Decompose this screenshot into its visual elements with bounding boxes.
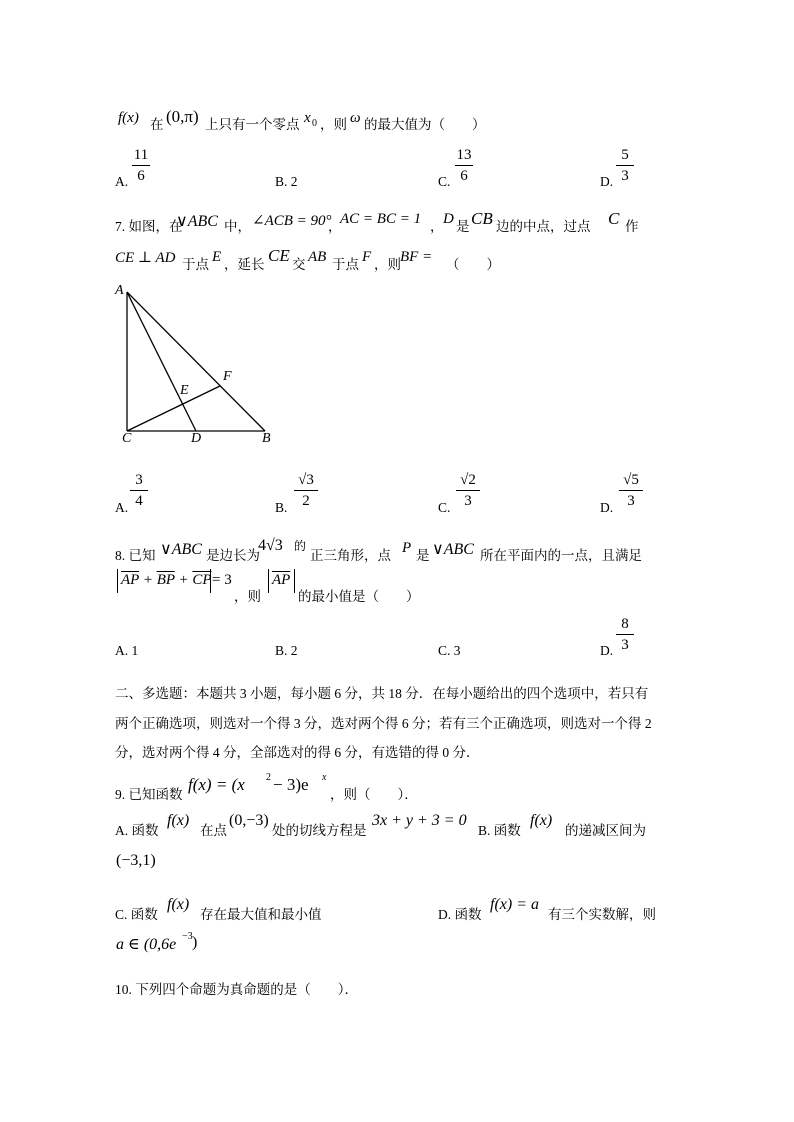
q7-option-c-fraction: √2 3 — [454, 471, 482, 510]
q9-decreasing-interval: (−3,1) — [116, 852, 156, 869]
vector-ap: $\overline{AP}$ — [121, 572, 140, 588]
q6-option-c-label: C. — [438, 174, 451, 189]
q9-range: a ∈ (0,6e — [116, 936, 177, 953]
q6-option-a-fraction: 11 6 — [133, 147, 149, 184]
q9-function: f(x) = (x — [188, 775, 245, 794]
q8-option-d-label: D. — [600, 643, 614, 658]
q7-option-a-label: A. — [115, 500, 129, 515]
q8-triangle: ∨ABC — [160, 541, 202, 558]
q8-side-length: 4√3 — [258, 537, 283, 554]
q8-option-c: C. 3 — [438, 643, 461, 658]
label-a: A — [115, 283, 124, 298]
q9-tangent-equation: 3x + y + 3 = 0 — [372, 812, 467, 829]
q7-triangle: ∨ABC — [176, 213, 218, 230]
q7-triangle-figure — [110, 280, 290, 450]
q6-interval: (0,π) — [166, 107, 199, 126]
q7-option-c-label: C. — [438, 500, 451, 515]
label-f: F — [223, 369, 232, 384]
q6-option-a-label: A. — [115, 174, 129, 189]
q7-option-b-fraction: √3 2 — [292, 471, 320, 510]
q6-option-c-fraction: 13 6 — [456, 147, 472, 184]
q8-option-a: A. 1 — [115, 643, 139, 658]
q6-option-d-fraction: 5 3 — [614, 146, 636, 185]
segment-ad — [127, 292, 196, 431]
vector-bp: $\overline{BP}$ — [156, 572, 175, 588]
q7-perpendicular: CE ⊥ AD — [115, 250, 176, 266]
q6-function: f(x) — [118, 110, 139, 126]
q7-equal-sides: AC = BC = 1 — [340, 211, 422, 227]
q6-option-d-label: D. — [600, 174, 614, 189]
segment-ab — [127, 292, 265, 431]
q6-option-b: B. 2 — [275, 174, 298, 189]
q7-bf: BF = — [400, 249, 433, 265]
label-c: C — [122, 431, 132, 446]
segment-cf — [127, 386, 220, 431]
q9-point: (0,−3) — [229, 812, 269, 829]
label-e: E — [180, 383, 189, 398]
label-d: D — [191, 431, 202, 446]
q7-angle: ∠ACB = 90° — [252, 213, 332, 229]
label-b: B — [262, 431, 271, 446]
q7-option-d-label: D. — [600, 500, 614, 515]
vector-ap-magnitude: $\overline{AP}$ — [272, 572, 291, 588]
q7-option-a-fraction: 3 4 — [128, 471, 150, 510]
q10-stem: 10. 下列四个命题为真命题的是（ ）． — [115, 982, 358, 997]
q7-option-b-label: B. — [275, 500, 288, 515]
vector-cp: $\overline{CP}$ — [192, 572, 212, 588]
q8-option-d-fraction: 8 3 — [614, 615, 636, 654]
q8-option-b: B. 2 — [275, 643, 298, 658]
q7-option-d-fraction: √5 3 — [617, 471, 645, 510]
